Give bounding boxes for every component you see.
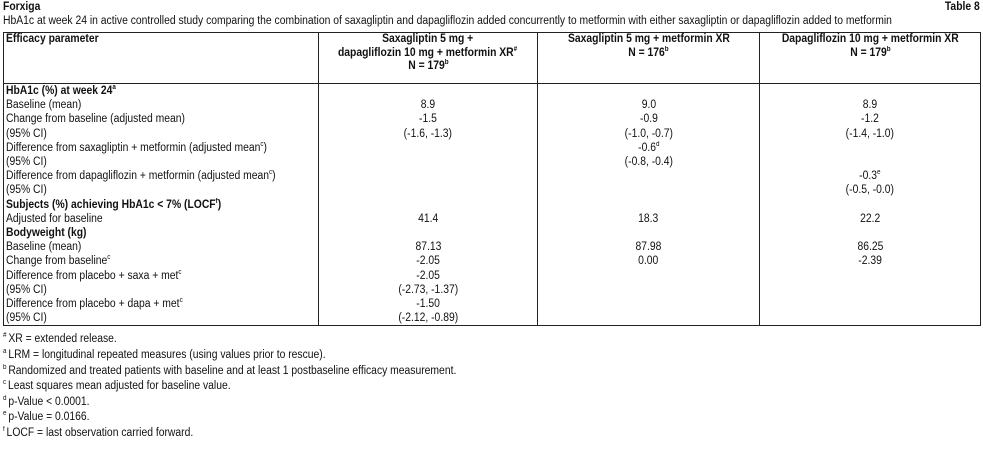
table-cell <box>319 155 538 169</box>
table-row <box>4 141 981 155</box>
footnote-text: Randomized and treated patients with baseline and at least 1 postbaseline efficacy measurement. <box>8 364 457 377</box>
table-cell <box>760 141 981 155</box>
header-col3-line1: Dapagliflozin 10 mg + metformin XR <box>781 33 959 45</box>
row-label <box>4 212 319 226</box>
row-label-text: (95% CI) <box>6 312 47 325</box>
table-cell <box>538 127 760 141</box>
table-row <box>4 254 981 268</box>
cell-value: 41.4 <box>417 212 439 225</box>
row-label-text: Bodyweight (kg) <box>6 227 87 240</box>
table-cell <box>760 226 981 240</box>
row-label <box>4 198 319 212</box>
table-row <box>4 311 981 326</box>
section-row <box>4 226 981 240</box>
row-label-footnote-mark: c <box>107 254 111 262</box>
row-label-text: Baseline (mean) <box>6 241 82 254</box>
cell-value: 22.2 <box>859 212 881 225</box>
document-header <box>3 1 980 15</box>
footnote <box>3 348 980 364</box>
row-label <box>4 155 319 169</box>
row-label <box>4 311 319 326</box>
row-label-text: Difference from saxagliptin + metformin (adjusted mean <box>6 141 261 154</box>
row-label <box>4 254 319 268</box>
cell-value: -2.05 <box>416 255 440 268</box>
table-cell <box>538 311 760 326</box>
table-cell <box>538 269 760 283</box>
footnote-text: p-Value < 0.0001. <box>8 395 90 408</box>
cell-value: (-1.4, -1.0) <box>845 127 895 140</box>
footnote-text: Least squares mean adjusted for baseline value. <box>7 380 231 393</box>
footnote-text: p-Value = 0.0166. <box>8 411 90 424</box>
row-label-text: Difference from dapagliflozin + metformin (adjusted mean <box>6 170 270 183</box>
table-cell <box>538 283 760 297</box>
table-cell <box>760 254 981 268</box>
footnote-mark: d <box>3 394 7 402</box>
header-col1-line3: N = 179 <box>407 60 445 72</box>
cell-value: -0.9 <box>639 113 658 126</box>
cell-value: 87.98 <box>635 241 662 254</box>
header-col1-line2-sup: # <box>514 45 518 53</box>
row-label-text: Difference from placebo + saxa + met <box>6 269 179 282</box>
cell-value: -1.5 <box>419 113 437 126</box>
table-cell <box>538 155 760 169</box>
row-label-footnote-mark: a <box>112 84 116 91</box>
footnote-mark: e <box>3 410 7 418</box>
brand-name: Forxiga <box>3 1 41 13</box>
table-cell <box>538 297 760 311</box>
footnote <box>3 426 980 442</box>
table-cell <box>319 283 538 297</box>
footnote-mark: # <box>3 332 7 340</box>
row-label <box>4 297 319 311</box>
table-row <box>4 212 981 226</box>
table-cell <box>319 169 538 183</box>
cell-value: (-0.5, -0.0) <box>845 184 895 197</box>
header-col1-line1: Saxagliptin 5 mg + <box>382 33 474 45</box>
cell-value: 8.9 <box>862 99 878 112</box>
footnote-mark: b <box>3 363 7 371</box>
header-col2-line1: Saxagliptin 5 mg + metformin XR <box>567 33 730 45</box>
table-cell <box>538 141 760 155</box>
footnote <box>3 410 980 426</box>
table-cell <box>319 311 538 326</box>
cell-footnote-mark: d <box>655 140 660 148</box>
row-label-footnote-mark: f <box>215 197 218 205</box>
table-body <box>4 84 981 326</box>
table-cell <box>538 112 760 126</box>
table-cell <box>538 198 760 212</box>
header-efficacy-parameter <box>4 33 319 84</box>
cell-value: 18.3 <box>638 212 659 225</box>
table-cell <box>319 297 538 311</box>
cell-value: 8.9 <box>420 99 436 112</box>
table-cell <box>760 183 981 197</box>
cell-value: 87.13 <box>415 241 441 254</box>
table-cell <box>760 112 981 126</box>
cell-value: -1.50 <box>416 298 440 311</box>
table-cell <box>538 254 760 268</box>
table-caption <box>3 15 980 29</box>
table-cell <box>538 212 760 226</box>
cell-value: -2.39 <box>858 255 882 268</box>
table-cell <box>319 198 538 212</box>
table-cell <box>319 240 538 254</box>
table-cell <box>319 84 538 99</box>
table-cell <box>760 311 981 326</box>
footnote-mark: c <box>3 379 7 387</box>
table-cell <box>538 240 760 254</box>
table-row <box>4 112 981 126</box>
table-cell <box>319 112 538 126</box>
table-caption-text: HbA1c at week 24 in active controlled study comparing the combination of saxagliptin and dapagliflozin added concurrently to metformin with either saxagliptin or dapagliflozin added to metformin <box>3 15 892 27</box>
table-cell <box>319 127 538 141</box>
table-cell <box>760 84 981 99</box>
footnotes <box>3 332 980 441</box>
cell-value: -0.6 <box>637 141 656 154</box>
row-label-footnote-mark: c <box>260 140 264 148</box>
cell-value: 86.25 <box>857 241 883 254</box>
row-label <box>4 98 319 112</box>
row-label-text: (95% CI) <box>6 127 47 140</box>
table-cell <box>760 169 981 183</box>
table-cell <box>319 183 538 197</box>
table-cell <box>760 269 981 283</box>
row-label <box>4 169 319 183</box>
cell-value: (-0.8, -0.4) <box>624 156 673 169</box>
cell-value: (-1.0, -0.7) <box>624 127 673 140</box>
row-label-text: Baseline (mean) <box>6 99 82 112</box>
row-label-text: Change from baseline <box>6 255 108 268</box>
table-cell <box>760 198 981 212</box>
row-label-text: (95% CI) <box>6 156 47 169</box>
table-cell <box>319 254 538 268</box>
footnote-text: XR = extended release. <box>8 333 117 346</box>
table-number: Table 8 <box>945 1 980 13</box>
cell-footnote-mark: e <box>877 169 881 177</box>
table-cell <box>538 84 760 99</box>
footnote <box>3 395 980 411</box>
row-label <box>4 127 319 141</box>
row-label-suffix: ) <box>272 170 276 183</box>
table-row <box>4 98 981 112</box>
row-label-text: (95% CI) <box>6 184 47 197</box>
footnote-text: LRM = longitudinal repeated measures (using values prior to rescue). <box>8 349 326 362</box>
table-cell <box>760 283 981 297</box>
table-row <box>4 283 981 297</box>
footnote <box>3 379 980 395</box>
table-cell <box>319 226 538 240</box>
header-col0-line1: Efficacy parameter <box>6 33 99 45</box>
row-label <box>4 269 319 283</box>
table-cell <box>538 226 760 240</box>
row-label-text: Difference from placebo + dapa + met <box>6 298 180 311</box>
table-row <box>4 183 981 197</box>
table-cell <box>760 212 981 226</box>
cell-value: -2.05 <box>416 269 440 282</box>
header-row <box>4 33 981 84</box>
header-col2-line2: N = 176 <box>628 46 665 59</box>
table-cell <box>538 98 760 112</box>
table-cell <box>760 240 981 254</box>
header-col3-line2: N = 179 <box>849 46 887 59</box>
header-dapa-met <box>760 33 981 84</box>
table-row <box>4 240 981 254</box>
row-label-text: Adjusted for baseline <box>6 212 103 225</box>
table-row <box>4 155 981 169</box>
efficacy-table <box>3 32 981 326</box>
row-label <box>4 141 319 155</box>
header-saxa-met <box>538 33 760 84</box>
cell-value: -0.3 <box>859 170 878 183</box>
row-label <box>4 183 319 197</box>
row-label-text: Change from baseline (adjusted mean) <box>6 113 185 126</box>
table-cell <box>760 155 981 169</box>
table-cell <box>760 127 981 141</box>
cell-value: 9.0 <box>641 99 656 112</box>
table-cell <box>319 141 538 155</box>
row-label-footnote-mark: c <box>178 268 182 276</box>
cell-value: (-1.6, -1.3) <box>403 127 453 140</box>
cell-value: (-2.12, -0.89) <box>398 312 458 325</box>
row-label-suffix: ) <box>217 198 222 211</box>
row-label-text: (95% CI) <box>6 283 47 296</box>
footnote-mark: a <box>3 348 7 356</box>
header-col1-line3-sup: b <box>444 59 449 66</box>
cell-value: (-2.73, -1.37) <box>398 283 458 296</box>
table-row <box>4 269 981 283</box>
table-header <box>4 33 981 84</box>
table-row <box>4 297 981 311</box>
section-row <box>4 198 981 212</box>
table-cell <box>319 269 538 283</box>
cell-value: -1.2 <box>861 113 879 126</box>
row-label-suffix: ) <box>263 141 267 154</box>
table-cell <box>319 98 538 112</box>
row-label-text: HbA1c (%) at week 24 <box>6 85 113 97</box>
table-row <box>4 127 981 141</box>
section-row <box>4 84 981 99</box>
header-saxa-dapa-met <box>319 33 538 84</box>
row-label <box>4 240 319 254</box>
header-col1-line2: dapagliflozin 10 mg + metformin XR <box>338 46 515 59</box>
footnote-text: LOCF = last observation carried forward. <box>6 427 194 440</box>
footnote <box>3 364 980 380</box>
table-cell <box>538 169 760 183</box>
table-cell <box>760 98 981 112</box>
table-row <box>4 169 981 183</box>
table-cell <box>538 183 760 197</box>
table-cell <box>319 212 538 226</box>
row-label <box>4 226 319 240</box>
row-label-footnote-mark: c <box>269 169 273 177</box>
row-label <box>4 84 319 99</box>
cell-value: 0.00 <box>638 255 659 268</box>
footnote-mark: f <box>3 426 5 434</box>
row-label-footnote-mark: c <box>179 297 183 305</box>
row-label <box>4 112 319 126</box>
footnote <box>3 332 980 348</box>
header-col2-line2-sup: b <box>664 45 669 53</box>
row-label-text: Subjects (%) achieving HbA1c < 7% (LOCF <box>6 198 216 211</box>
header-col3-line2-sup: b <box>886 45 891 53</box>
row-label <box>4 283 319 297</box>
table-cell <box>760 297 981 311</box>
